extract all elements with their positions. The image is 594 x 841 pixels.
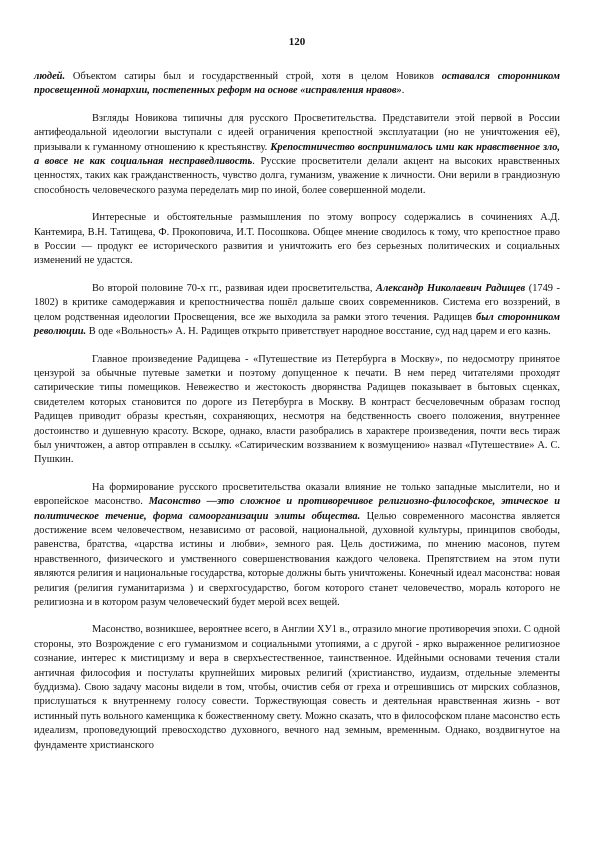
p2-text: Взгляды Новикова типичны для русского Просветительства. Представители этой первой в России антифеодальной идеологии выступали с идеей ограничения крепостной эксплуатации (но не уничтожения её), призывали к гуманному отношению к крестьянству.: [34, 112, 560, 153]
p4-text: Во второй половине 70-х гг., развивая идеи просветительства,: [92, 282, 377, 294]
paragraph-3: Интересные и обстоятельные размышления по этому вопросу содержались в сочинениях А.Д. Кантемира, В.Н. Татищева, Ф. Прокоповича, И.Т. Посошкова. Общее мнение сводилось к тому, что крепостное право в России — продукт ее исторического развития и уничтожить его без серьезных политических и социальных изменений не удастся.: [34, 212, 560, 267]
p6-text-end: Целью современного масонства является достижение всем человечеством, независимо от расовой, национальной, духовной культуры, принципов свободы, равенства, братства, «царства истины и любви», земного рая. Цель достижима, по мнению масонов, путем нравственного, физического и умственного совершенствования каждого человека. Препятствием на этом пути являются религия и национальные государства, которые должны быть уничтожены. Конечный идеал масонства: новая религия (религия гуманитаризма ) и сверхгосударство, богом которого станет человечество, мораль которого не религиозна и в котором разум человеческий будет мерой всех вещей.: [34, 510, 560, 608]
paragraph-1: [34, 70, 560, 99]
p4-text-end: В оде «Вольность» А. Н. Радищев открыто приветствует народное восстание, суд над царем и его казнь.: [86, 326, 551, 338]
paragraph-7: Масонство, возникшее, вероятнее всего, в Англии ХУ1 в., отразило многие противоречия эпохи. С одной стороны, это Возрождение с его гуманизмом и социальными утопиями, а с другой - ярко выраженное религиозное сознание, интерес к мистицизму и вера в сверхъестественное, таинственное. Идейными основами течения стали античная философия и постулаты крупнейших мировых религий (христианство, иудаизм, отдельные элементы буддизма). Свою задачу масоны видели в том, чтобы, очистив себя от греха и отрешившись от мирских соблазнов, прислушаться к внутреннему голосу совести. Торжествующая совесть и деятельная нравственная жизнь - вот истинный путь вольного каменщика к божественному свету. Можно сказать, что в философском плане масонство есть идеализм, проповедующий превосходство духовного, вечного над земным, временным. Однако, воздвигнутое на фундаменте христианского: [34, 624, 560, 751]
p4-emphasis: был сторонником революции.: [34, 311, 561, 338]
p2-emphasis: Крепостничество воспринималось ими как нравственное зло, а вовсе не как социальная несправедливость: [34, 141, 561, 168]
p1-text: Объектом сатиры был и государственный строй, хотя в целом Новиков: [65, 71, 442, 82]
p4-text-mid: (1749 - 1802) в критике самодержавия и крепостничества пошёл дальше своих современников. Система его воззрений, в целом родственная идеологии Просвещения, все же выходила за рамки этого течения. Радищев: [34, 282, 561, 323]
paragraph-6: [34, 481, 560, 611]
p6-definition: Масонство —это сложное и противоречивое религиозно-философское, этическое и политическое течение, форма самоорганизации элиты общества.: [34, 496, 560, 522]
p1-emphasis: оставался сторонником просвещенной монархии, постепенных реформ на основе «исправления нравов»: [34, 71, 560, 97]
page-number: 120: [288, 36, 306, 48]
p4-name: Александр Николаевич Радищев: [376, 282, 526, 294]
paragraph-4: [34, 282, 560, 340]
paragraph-2: [34, 112, 560, 198]
paragraph-5: Главное произведение Радищева - «Путешествие из Петербурга в Москву», по недосмотру принятое цензурой за обычные путевые заметки и поэтому допущенное к печати. В нем перед читателями проходят сатирические типы помещиков. Невежество и жестокость дворянства Радищев показывает в бытовых сценках, свидетелем которых становится по дороге из Петербурга в Москву. В контраст бесчеловечным образам господ Радищев приводит образы крестьян, сохраняющих, несмотря на бедственность своего положения, внутреннее достоинство и душевную красоту. Вскоре, однако, власти разобрались в характере произведения, почти весь тираж был уничтожен, а автор отправлен в ссылку. «Сатирическим воззванием к возмущению» назвал «Путешествие» А. С. Пушкин.: [34, 353, 560, 466]
p2-text-end: . Русские просветители делали акцент на высоких нравственных ценностях, таких как гражданственность, чувство долга, гуманизм, уважение к личности. Они верили в грандиозную способность человеческого разума переделать мир по иной, более совершенной модели.: [34, 156, 560, 196]
p1-lead-word: людей.: [34, 71, 66, 82]
p6-text: На формирование русского просветительства оказали влияние не только западные мыслители, но и европейское масонство.: [34, 481, 560, 508]
p1-end: .: [401, 85, 405, 97]
